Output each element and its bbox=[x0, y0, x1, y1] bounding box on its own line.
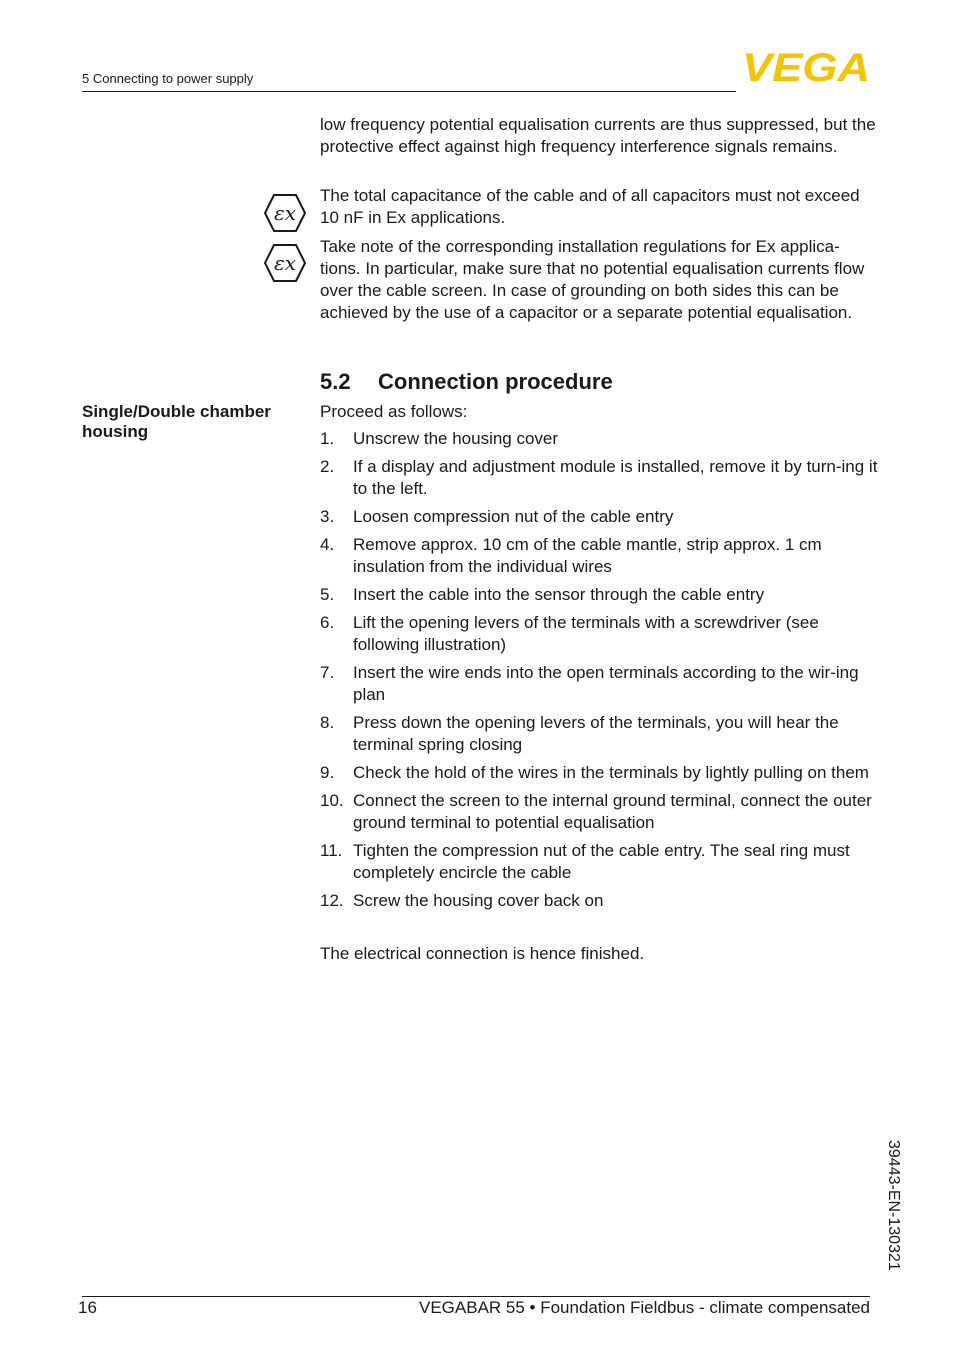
ex-note-installation: Take note of the corresponding installation regulations for Ex applica-tions. In particular, make sure that no potential equalisation currents flow over the cable screen. In case of grounding on both sides this can be achieved by the use of a capacitor or a separate potential equalisation. bbox=[320, 237, 865, 322]
ex-icon bbox=[264, 193, 306, 238]
list-item: 6. Lift the opening levers of the terminals with a screwdriver (see following illustration) bbox=[320, 613, 819, 654]
list-item: 5. Insert the cable into the sensor through the cable entry bbox=[320, 585, 765, 604]
page-number: 16 bbox=[78, 1298, 97, 1317]
procedure-steps bbox=[320, 428, 880, 918]
vega-logo bbox=[742, 50, 872, 89]
intro-paragraph: low frequency potential equalisation currents are thus suppressed, but the protective effect against high frequency interference signals remains. bbox=[320, 115, 876, 156]
list-item: 10. Connect the screen to the internal ground terminal, connect the outer ground terminal to potential equalisation bbox=[320, 791, 872, 832]
sidebar-label: Single/Double chamber housing bbox=[82, 402, 271, 441]
list-item: 12. Screw the housing cover back on bbox=[320, 891, 604, 910]
closing-text: The electrical connection is hence finished. bbox=[320, 944, 645, 963]
running-header: 5 Connecting to power supply bbox=[82, 71, 254, 86]
document-code: 39443-EN-130321 bbox=[885, 1140, 902, 1271]
footer-divider bbox=[82, 1296, 870, 1297]
list-item: 4. Remove approx. 10 cm of the cable mantle, strip approx. 1 cm insulation from the individual wires bbox=[320, 535, 822, 576]
list-item: 7. Insert the wire ends into the open terminals according to the wir-ing plan bbox=[320, 663, 859, 704]
list-item: 8. Press down the opening levers of the terminals, you will hear the terminal spring closing bbox=[320, 713, 839, 754]
list-item: 3. Loosen compression nut of the cable entry bbox=[320, 507, 674, 526]
ex-icon bbox=[264, 243, 306, 288]
section-title: Connection procedure bbox=[378, 369, 613, 394]
footer-title: VEGABAR 55 • Foundation Fieldbus - climate compensated bbox=[418, 1298, 870, 1317]
list-item: 11. Tighten the compression nut of the cable entry. The seal ring must completely encircle the cable bbox=[320, 841, 850, 882]
svg-text:εx: εx bbox=[273, 201, 297, 225]
ex-note-capacitance: The total capacitance of the cable and of all capacitors must not exceed 10 nF in Ex applications. bbox=[320, 186, 860, 227]
section-number: 5.2 bbox=[320, 369, 351, 394]
section-heading bbox=[320, 369, 613, 395]
header-divider bbox=[82, 91, 736, 92]
list-item: 9. Check the hold of the wires in the terminals by lightly pulling on them bbox=[320, 763, 869, 782]
lead-text: Proceed as follows: bbox=[320, 402, 468, 421]
list-item: 2. If a display and adjustment module is installed, remove it by turn-ing it to the left. bbox=[320, 457, 878, 498]
logo-text: VEGA bbox=[742, 50, 870, 84]
svg-text:εx: εx bbox=[273, 251, 297, 275]
list-item: 1. Unscrew the housing cover bbox=[320, 429, 559, 448]
